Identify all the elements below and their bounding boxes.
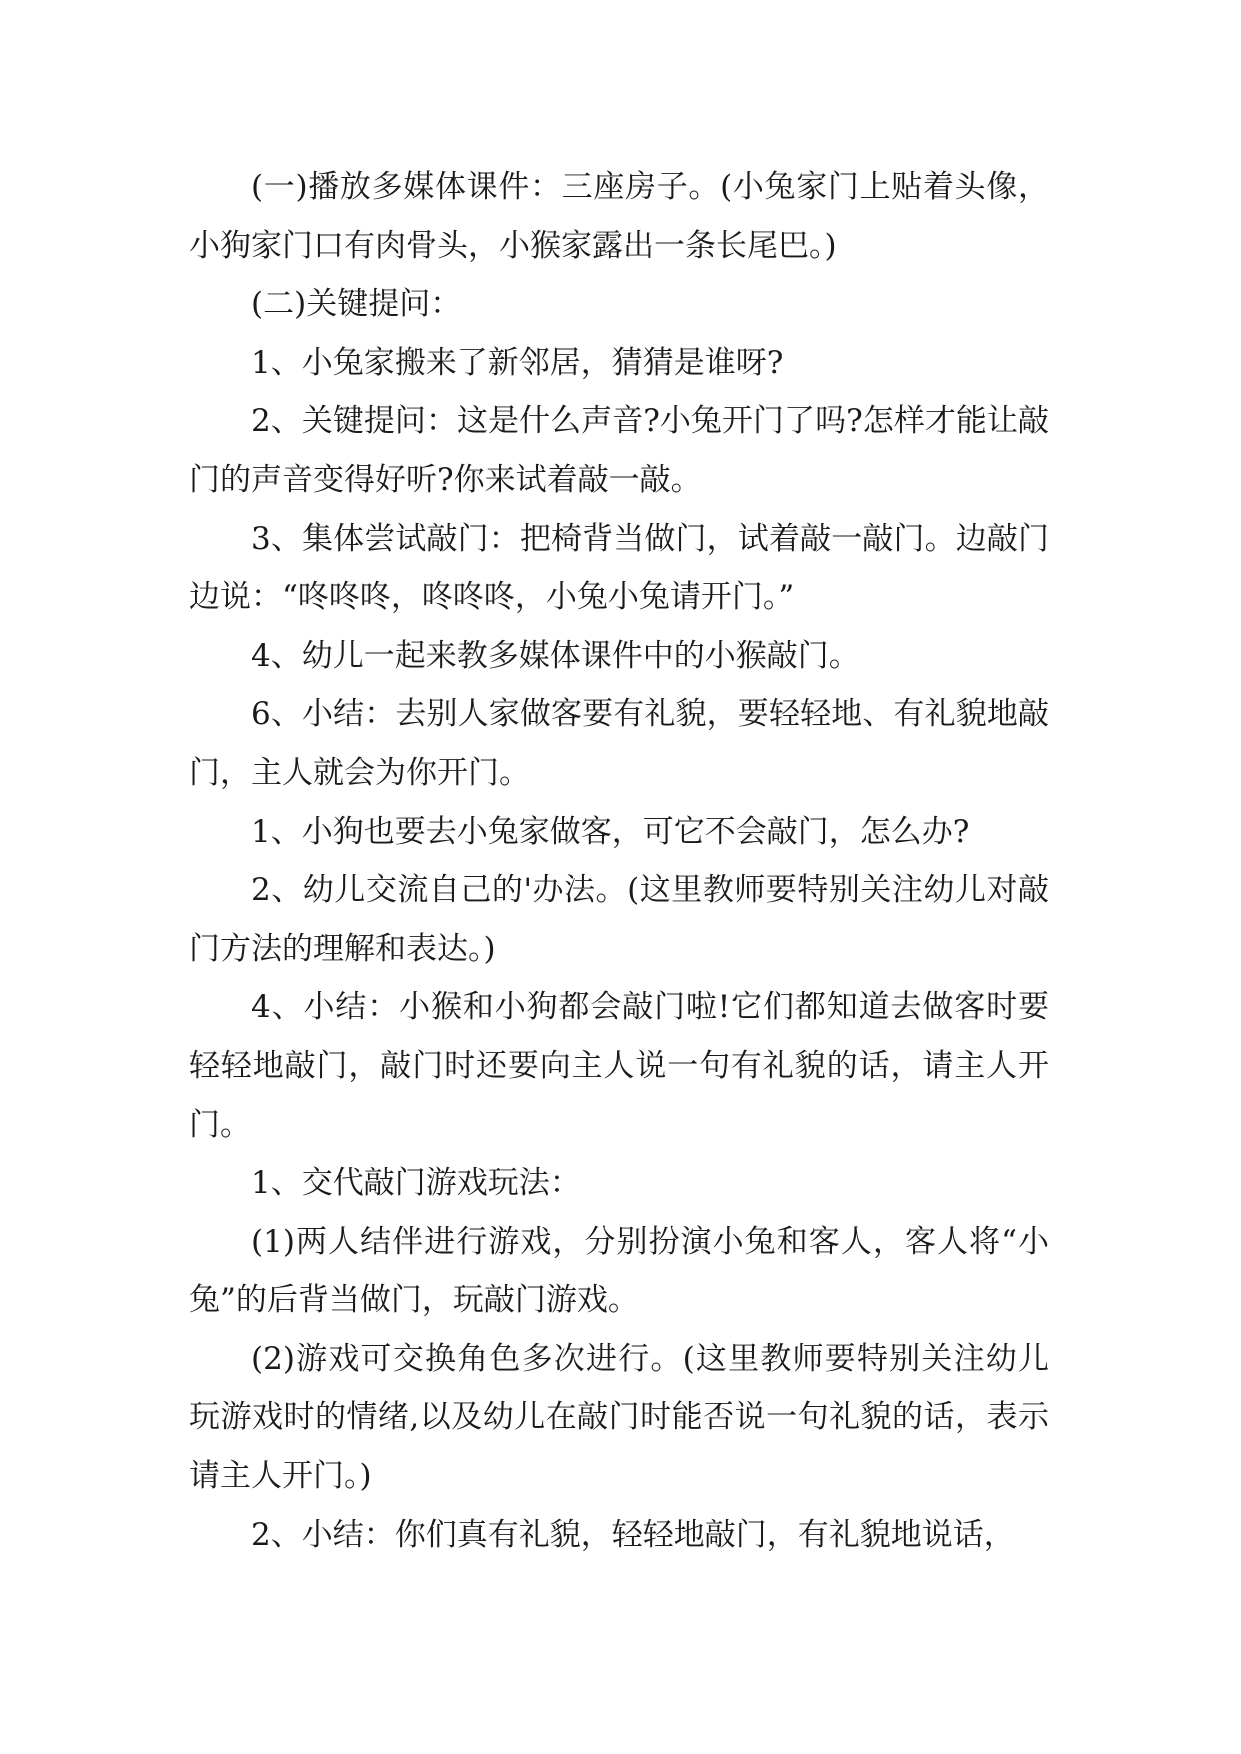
paragraph-final-summary: 2、小结：你们真有礼貌，轻轻地敲门，有礼貌地说话， bbox=[251, 1516, 1015, 1553]
paragraph-summary-monkey-dog: 4、小结：小猴和小狗都会敲门啦!它们都知道去做客时要轻轻地敲门，敲门时还要向主人说一句有礼貌的话，请主人开门。 bbox=[189, 989, 1049, 1143]
paragraph-game-rules: 1、交代敲门游戏玩法： bbox=[251, 1165, 581, 1202]
paragraph-multimedia-houses: (一)播放多媒体课件：三座房子。(小兔家门上贴着头像，小狗家门口有肉骨头，小猴家露出一条长尾巴。) bbox=[189, 169, 1049, 264]
paragraph-pair-game: (1)两人结伴进行游戏，分别扮演小兔和客人，客人将“小兔”的后背当做门，玩敲门游戏。 bbox=[189, 1223, 1049, 1319]
paragraph-new-neighbor: 1、小兔家搬来了新邻居，猜猜是谁呀? bbox=[251, 344, 784, 381]
paragraph-key-questions-heading: (二)关键提问： bbox=[251, 286, 462, 323]
paragraph-puppy-visit: 1、小狗也要去小兔家做客，可它不会敲门，怎么办? bbox=[251, 813, 970, 850]
paragraph-share-methods: 2、幼儿交流自己的'办法。(这里教师要特别关注幼儿对敲门方法的理解和表达。) bbox=[189, 872, 1049, 967]
paragraph-group-knock: 3、集体尝试敲门：把椅背当做门，试着敲一敲门。边敲门边说：“咚咚咚，咚咚咚，小兔小兔请开门。” bbox=[189, 520, 1049, 616]
paragraph-swap-roles: (2)游戏可交换角色多次进行。(这里教师要特别关注幼儿玩游戏时的情绪,以及幼儿在敲门时能否说一句礼貌的话，表示请主人开门。) bbox=[189, 1340, 1049, 1495]
paragraph-knock-sound: 2、关键提问：这是什么声音?小兔开门了吗?怎样才能让敲门的声音变得好听?你来试着敲一敲。 bbox=[189, 403, 1049, 498]
paragraph-teach-monkey: 4、幼儿一起来教多媒体课件中的小猴敲门。 bbox=[251, 637, 860, 674]
document-body bbox=[189, 158, 1049, 1564]
paragraph-summary-polite: 6、小结：去别人家做客要有礼貌，要轻轻地、有礼貌地敲门，主人就会为你开门。 bbox=[189, 696, 1049, 791]
